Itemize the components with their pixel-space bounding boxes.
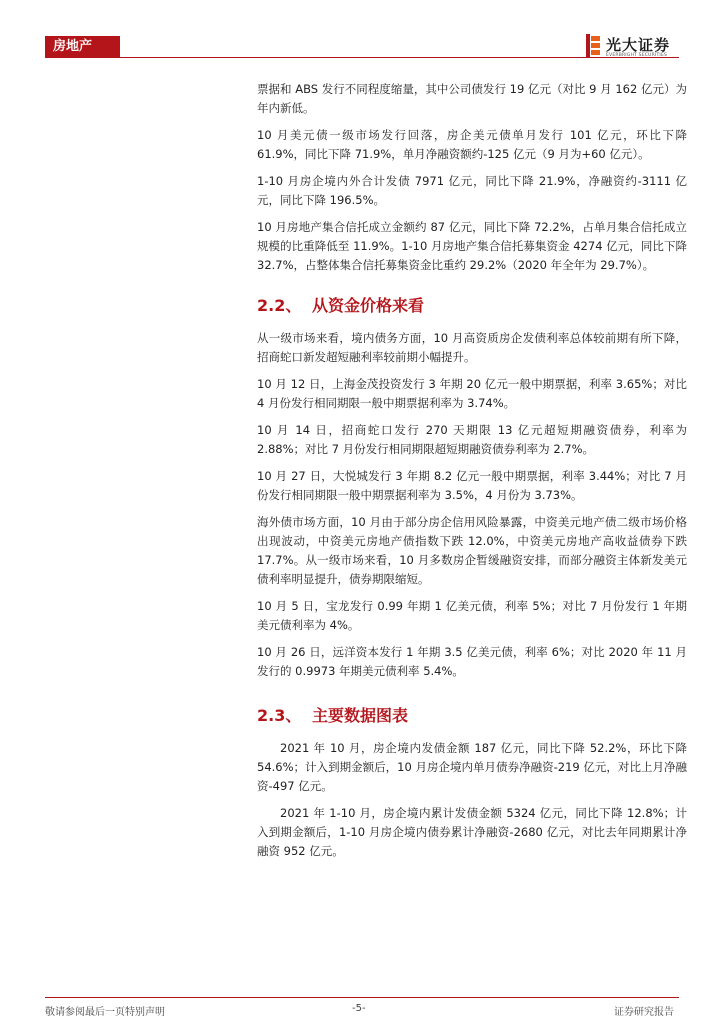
paragraph: 票据和 ABS 发行不同程度缩量，其中公司债发行 19 亿元（对比 9 月 162 亿元）为年内新低。	[257, 82, 687, 115]
section-title-text: 主要数据图表	[312, 706, 409, 725]
section-number: 2.2、	[257, 296, 302, 315]
footer-divider	[45, 997, 679, 998]
header-category-tag: 房地产	[45, 36, 120, 58]
company-logo	[586, 34, 686, 60]
footer-disclaimer: 敬请参阅最后一页特别声明	[45, 1007, 165, 1018]
paragraph: 海外债市场方面，10 月由于部分房企信用风险暴露，中资美元地产债二级市场价格出现波动，中资美元房地产债指数下跌 12.0%，中资美元房地产高收益债券下跌 17.7%。从一级市场来看，10 月多数房企暂缓融资安排，而部分融资主体新发美元债利率明显提升，债券期限缩短。	[257, 515, 687, 586]
paragraph: 从一级市场来看，境内债务方面，10 月高资质房企发债利率总体较前期有所下降，招商蛇口新发超短融利率较前期小幅提升。	[257, 331, 687, 364]
paragraph: 10 月 5 日，宝龙发行 0.99 年期 1 亿美元债，利率 5%；对比 7 月份发行 1 年期美元债利率为 4%。	[257, 599, 687, 632]
logo-text: 光大证券	[606, 36, 671, 54]
logo-english-text: EVERBRIGHT SECURITIES	[606, 53, 668, 58]
paragraph: 10 月 27 日，大悦城发行 3 年期 8.2 亿元一般中期票据，利率 3.44%；对比 7 月份发行相同期限一般中期票据利率为 3.5%，4 月份为 3.73%。	[257, 469, 687, 502]
section-number: 2.3、	[257, 706, 302, 725]
section-title-text: 从资金价格来看	[312, 296, 425, 315]
section-heading-2-3	[257, 705, 687, 727]
paragraph: 10 月美元债一级市场发行回落，房企美元债单月发行 101 亿元，环比下降 61.9%，同比下降 71.9%，单月净融资额约-125 亿元（9 月为+60 亿元）。	[257, 128, 687, 161]
section-heading-2-2	[257, 295, 687, 317]
paragraph: 10 月房地产集合信托成立金额约 87 亿元，同比下降 72.2%，占单月集合信托成立规模的比重降低至 11.9%。1-10 月房地产集合信托募集资金 4274 亿元，同比下降 32.7%，占整体集合信托募集资金比重约 29.2%（2020 年全年为 29.7%）。	[257, 220, 687, 272]
paragraph: 2021 年 10 月，房企境内发债金额 187 亿元，同比下降 52.2%，环比下降 54.6%；计入到期金额后，10 月房企境内单月债券净融资-219 亿元，对比上月净融资-497 亿元。	[257, 741, 687, 793]
page-number: -5-	[352, 1003, 366, 1014]
paragraph: 10 月 14 日，招商蛇口发行 270 天期限 13 亿元超短期融资债券，利率为 2.88%；对比 7 月份发行相同期限超短期融资债券利率为 2.7%。	[257, 423, 687, 456]
main-content	[257, 80, 687, 869]
paragraph: 1-10 月房企境内外合计发债 7971 亿元，同比下降 21.9%，净融资约-3111 亿元，同比下降 196.5%。	[257, 174, 687, 207]
paragraph: 10 月 12 日，上海金茂投资发行 3 年期 20 亿元一般中期票据，利率 3.65%；对比 4 月份发行相同期限一般中期票据利率为 3.74%。	[257, 377, 687, 410]
paragraph: 2021 年 1-10 月，房企境内累计发债金额 5324 亿元，同比下降 12.8%；计入到期金额后，1-10 月房企境内债券累计净融资-2680 亿元，对比去年同期累计净融资 952 亿元。	[257, 806, 687, 858]
footer-report-type: 证券研究报告	[614, 1007, 674, 1018]
logo-mark-icon	[586, 34, 600, 58]
paragraph: 10 月 26 日，远洋资本发行 1 年期 3.5 亿美元债，利率 6%；对比 2020 年 11 月发行的 0.9973 年期美元债利率 5.4%。	[257, 645, 687, 678]
header-divider	[45, 57, 679, 58]
